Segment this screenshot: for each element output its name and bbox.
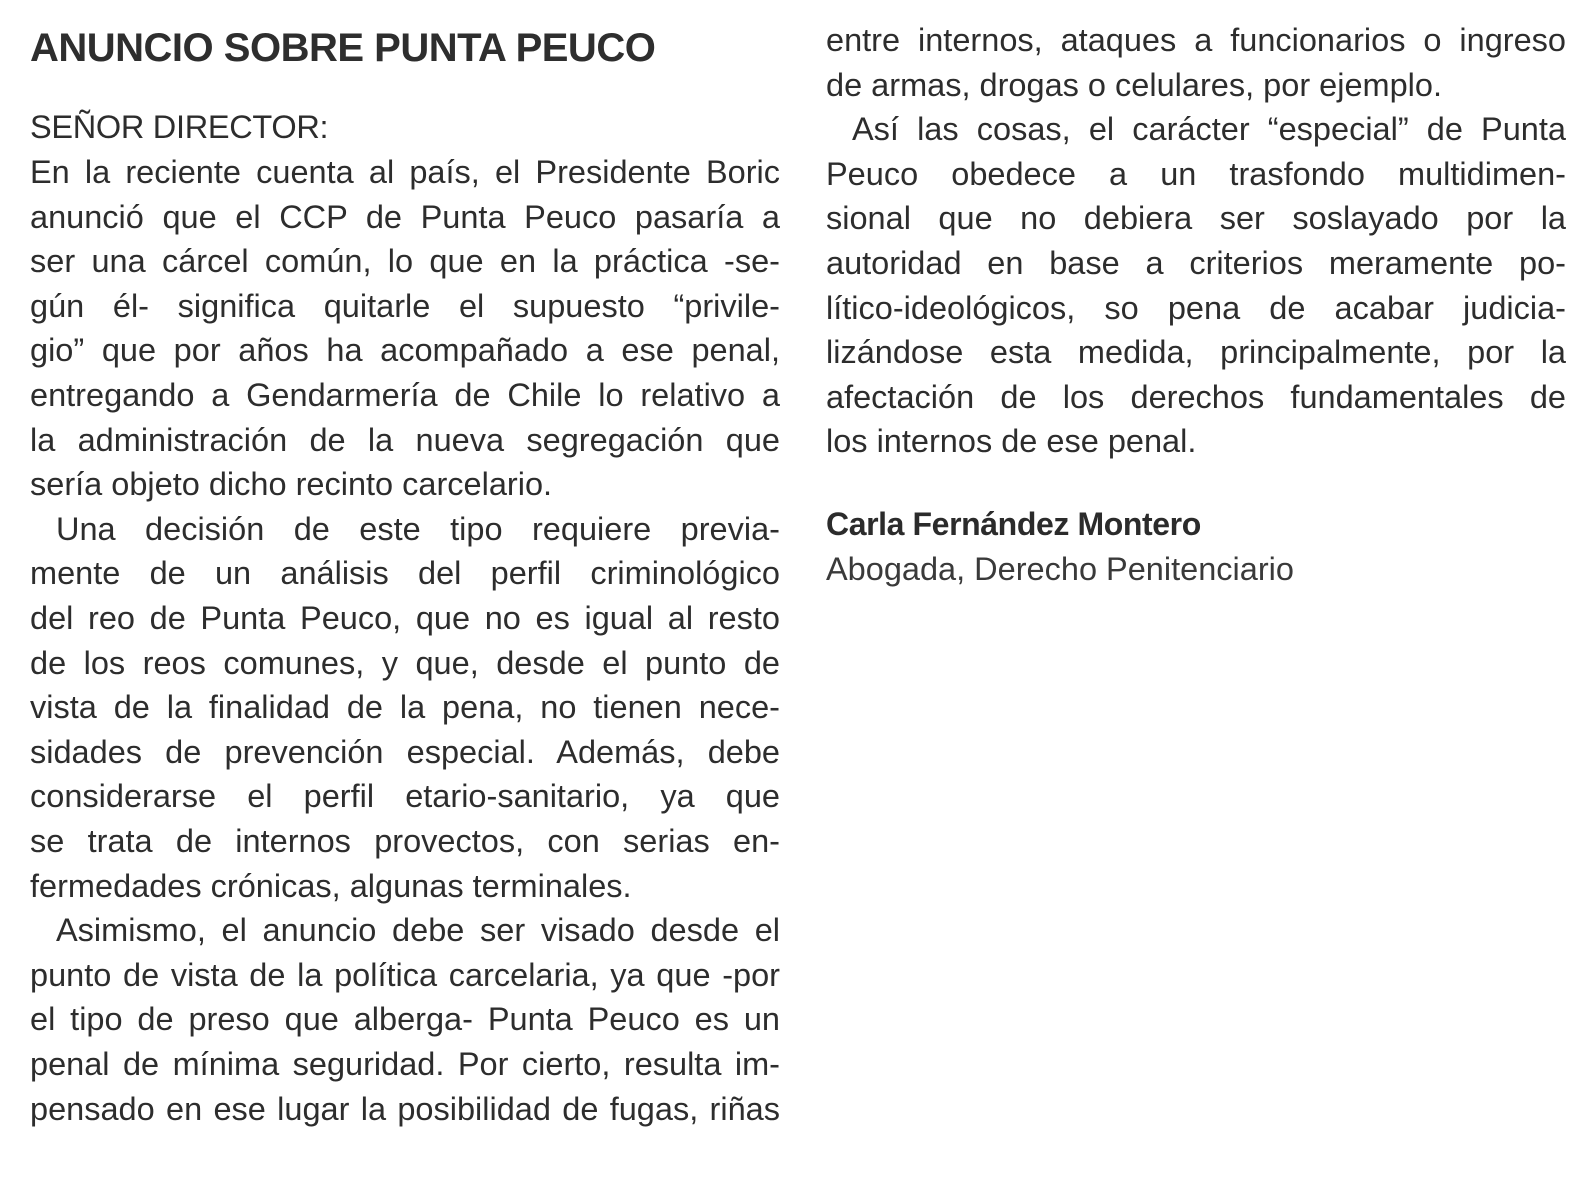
body-line: de los reos comunes, y que, desde el punto de (30, 644, 780, 681)
body-line: entregando a Gendarmería de Chile lo relativo a (30, 377, 780, 413)
body-line: del reo de Punta Peuco, que no es igual al resto (30, 600, 780, 636)
author-title: Abogada, Derecho Penitenciario (826, 551, 1294, 587)
body-line: lítico-ideológicos, so pena de acabar judicia- (826, 289, 1566, 326)
body-line: lizándose esta medida, principalmente, por la (826, 334, 1566, 371)
body-line: Así las cosas, el carácter “especial” de Punta (852, 111, 1566, 148)
body-line: de armas, drogas o celulares, por ejemplo. (826, 66, 1443, 103)
body-line: afectación de los derechos fundamentales de (826, 378, 1566, 415)
body-line: sería objeto dicho recinto carcelario. (30, 466, 553, 503)
body-line: penal de mínima seguridad. Por cierto, resulta im- (30, 1046, 780, 1082)
body-line: anunció que el CCP de Punta Peuco pasaría a (30, 198, 780, 235)
body-line: considerarse el perfil etario-sanitario, ya que (30, 778, 780, 815)
body-line: sional que no debiera ser soslayado por la (826, 200, 1566, 237)
body-line: gio” que por años ha acompañado a ese penal, (30, 332, 780, 369)
body-line: los internos de ese penal. (826, 423, 1197, 460)
body-line: Asimismo, el anuncio debe ser visado desde el (56, 912, 780, 949)
body-line: punto de vista de la política carcelaria, ya que -por (30, 956, 780, 993)
body-line: fermedades crónicas, algunas terminales. (30, 867, 632, 904)
body-line: En la reciente cuenta al país, el Presidente Boric (30, 154, 780, 190)
body-line: sidades de prevención especial. Además, debe (30, 733, 780, 770)
body-line: vista de la finalidad de la pena, no tienen nece- (30, 689, 780, 726)
body-line: entre internos, ataques a funcionarios o ingreso (826, 22, 1566, 58)
author-name: Carla Fernández Montero (826, 506, 1201, 542)
body-line: el tipo de preso que alberga- Punta Peuco es un (30, 1001, 780, 1038)
body-line: Peuco obedece a un trasfondo multidimen- (826, 155, 1566, 192)
body-line: autoridad en base a criterios meramente po- (826, 245, 1566, 281)
body-line: pensado en ese lugar la posibilidad de fugas, riñas (30, 1090, 780, 1127)
body-line: gún él- significa quitarle el supuesto “privile- (30, 287, 780, 324)
body-line: se trata de internos provectos, con serias en- (30, 823, 780, 859)
body-line: ser una cárcel común, lo que en la práctica -se- (30, 243, 780, 280)
article-title: ANUNCIO SOBRE PUNTA PEUCO (30, 26, 656, 70)
body-line: Una decisión de este tipo requiere previa- (56, 510, 780, 547)
body-line: mente de un análisis del perfil criminológico (30, 555, 780, 592)
salutation: SEÑOR DIRECTOR: (30, 109, 329, 145)
body-line: la administración de la nueva segregación que (30, 421, 780, 458)
